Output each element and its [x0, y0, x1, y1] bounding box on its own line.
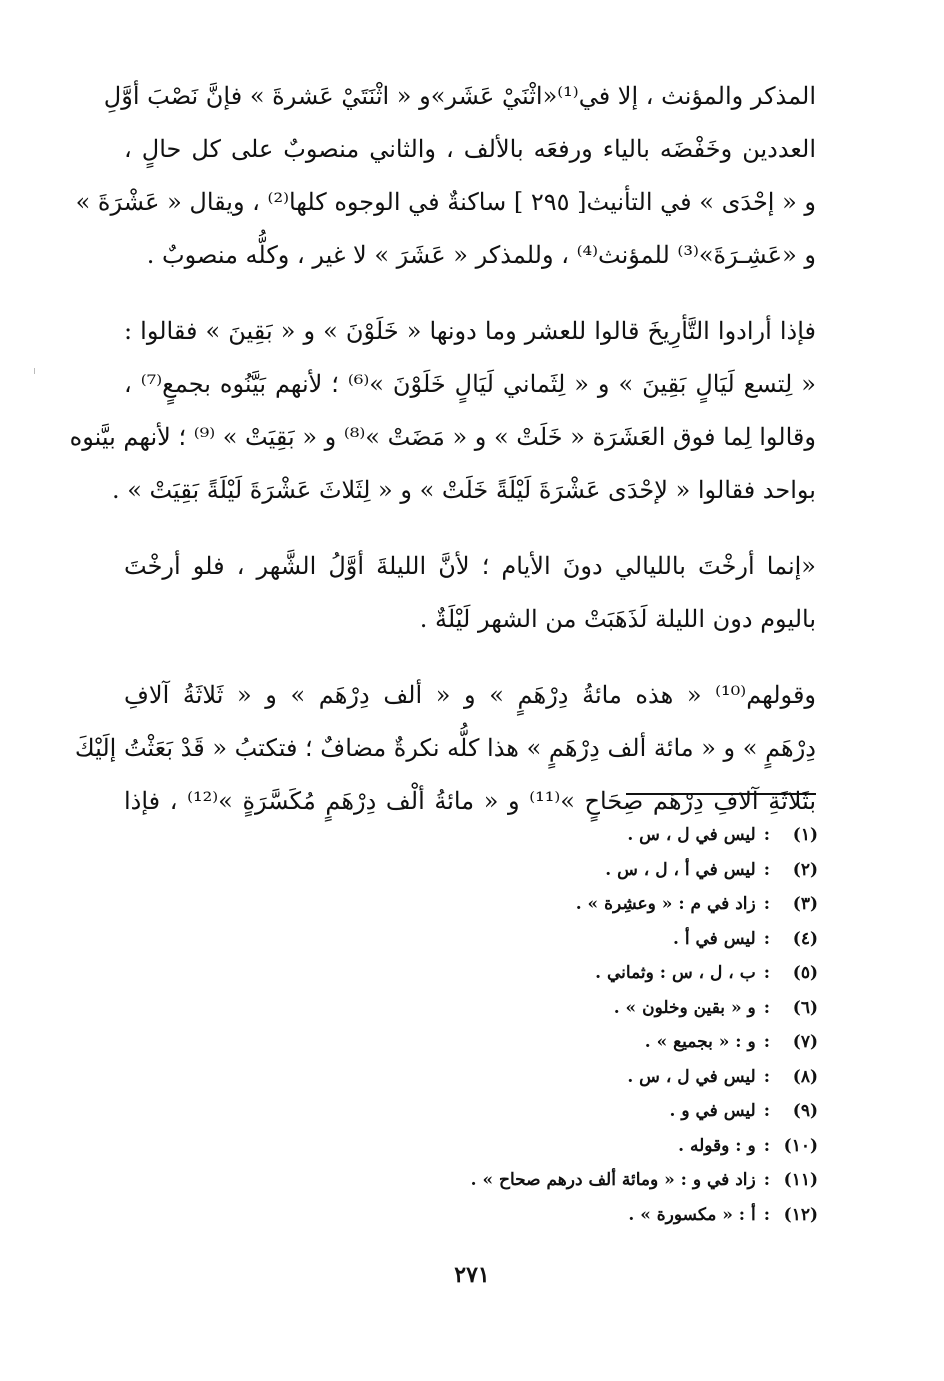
text-line: العددين وخَفْضَه بالياء ورفعَه بالألف ، والثاني منصوبٌ على كل حالٍ ،: [124, 135, 816, 163]
footnotes: [318, 818, 818, 1232]
paragraph-2: [69, 305, 816, 517]
footnote-text: ب ، ل ، س : وثماني .: [595, 963, 756, 983]
footnote-number: (٧): [792, 1032, 818, 1052]
footnote-item: (١٢):أ : « مكسورة » .: [318, 1198, 818, 1233]
margin-mark: [34, 368, 35, 374]
footnote-item: (٨):ليس في ل ، س .: [318, 1060, 818, 1095]
footnote-text: أ : « مكسورة » .: [628, 1204, 756, 1225]
text-line: دِرْهَمٍ » و « مائة ألف دِرْهَمٍ » هذا كلُّه نكرةٌ مضافٌ ؛ فتكتبُ « قَدْ بَعَثْتُ إلَيْكَ: [74, 734, 816, 762]
footnote-number: (٣): [792, 894, 818, 914]
footnote-text: ليس في و .: [669, 1101, 756, 1121]
text-line: بثَلاثَةِ آلافِ دِرْهَم صِحَاحٍ »⁽¹¹⁾ و « مائةُ ألْف دِرْهَمٍ مُكَسَّرَةٍ »⁽¹²⁾ ، فإذا: [124, 787, 817, 815]
text-line: باليوم دون الليلة لَذَهَبَتْ من الشهر لَيْلَةٌ .: [419, 605, 816, 633]
footnote-item: (٣):زاد في م : « وعشِرة » .: [318, 887, 818, 922]
footnote-number: (١٠): [783, 1135, 818, 1156]
footnote-number: (٩): [792, 1101, 818, 1121]
footnote-text: ليس في ل ، س .: [627, 1066, 756, 1087]
text-line: و « إحْدَى » في التأنيث[ ٢٩٥ ] ساكنةٌ في الوجوه كلها⁽²⁾ ، ويقال « عَشْرَةَ »: [75, 188, 816, 216]
footnote-text: ليس في أ ، ل ، س .: [605, 859, 756, 880]
paragraph-3: [124, 540, 816, 646]
footnote-number: (٨): [792, 1066, 818, 1087]
footnote-text: و : وقوله .: [678, 1135, 756, 1156]
footnote-number: (٤): [792, 928, 818, 949]
footnote-number: (١): [792, 825, 818, 845]
footnote-text: زاد في م : « وعشِرة » .: [575, 894, 756, 914]
text-line: فإذا أرادوا التَّأرِيخَ قالوا للعشر وما دونها « خَلَوْنَ » و « بَقِينَ » فقالوا :: [124, 317, 816, 345]
text-line: « لِتسع لَيَالٍ بَقِينَ » و « لِثَماني لَيَالٍ خَلَوْنَ »⁽⁶⁾ ؛ لأنهم بَيَّنُوه بجمعٍ⁽⁷⁾ ،: [124, 370, 816, 398]
paragraph-1: [75, 70, 816, 282]
text-line: المذكر والمؤنث ، إلا في⁽¹⁾«اثْنَيْ عَشَر»و « اثْنَتَيْ عَشرةَ » فإنَّ نَصْبَ أوَّلِ: [103, 82, 816, 110]
footnote-number: (١٢): [783, 1204, 818, 1225]
footnote-text: ليس في ل ، س .: [627, 825, 756, 845]
footnote-number: (٦): [792, 997, 818, 1018]
page-number: ٢٧١: [454, 1262, 490, 1288]
footnote-text: ليس في أ .: [673, 928, 756, 949]
footnote-item: (٩):ليس في و .: [318, 1094, 818, 1129]
footnote-number: (٥): [792, 963, 818, 983]
text-line: بواحد فقالوا « لإحْدَى عَشْرَةَ لَيْلَةً خَلَتْ » و « لِثَلاثَ عَشْرَةَ لَيْلَةً بَقِيَتْ » .: [111, 476, 816, 504]
footnote-number: (٢): [792, 859, 818, 880]
footnote-item: (٧):و : « بجميع » .: [318, 1025, 818, 1060]
footnote-text: زاد في و : « ومائة ألف درهم صحاح » .: [470, 1170, 756, 1190]
text-line: «إنما أرخْتَ بالليالي دونَ الأيام ؛ لأنَّ الليلةَ أوَّلُ الشَّهر ، فلو أرخْتَ: [124, 552, 816, 580]
footnote-divider: [626, 793, 816, 795]
text-line: وقالوا لِما فوق العَشَرَة « خَلَتْ » و « مَضَتْ »⁽⁸⁾ و « بَقِيَتْ » ⁽⁹⁾ ؛ لأنهم بيَّنوه: [69, 423, 816, 451]
text-line: وقولهم⁽¹⁰⁾ « هذه مائةُ دِرْهَمٍ » و « ألف دِرْهَم » و « ثَلاثَةُ آلافِ: [124, 681, 816, 709]
footnote-item: (١١):زاد في و : « ومائة ألف درهم صحاح » .: [318, 1163, 818, 1198]
footnote-text: و : « بجميع » .: [644, 1032, 756, 1052]
text-line: و «عَشِـرَةَ»⁽³⁾ للمؤنث⁽⁴⁾ ، وللمذكر « عَشَرَ » لا غير ، وكلُّه منصوبٌ .: [146, 241, 816, 269]
footnote-text: و « بقين وخلون » .: [613, 997, 756, 1018]
paragraph-4: [74, 669, 817, 828]
footnote-number: (١١): [783, 1170, 818, 1190]
footnote-item: (٦):و « بقين وخلون » .: [318, 991, 818, 1026]
footnote-item: (٥):ب ، ل ، س : وثماني .: [318, 956, 818, 991]
footnote-item: (١):ليس في ل ، س .: [318, 818, 818, 853]
footnote-item: (١٠):و : وقوله .: [318, 1129, 818, 1164]
footnote-item: (٢):ليس في أ ، ل ، س .: [318, 853, 818, 888]
main-text: [69, 70, 817, 828]
footnote-item: (٤):ليس في أ .: [318, 922, 818, 957]
